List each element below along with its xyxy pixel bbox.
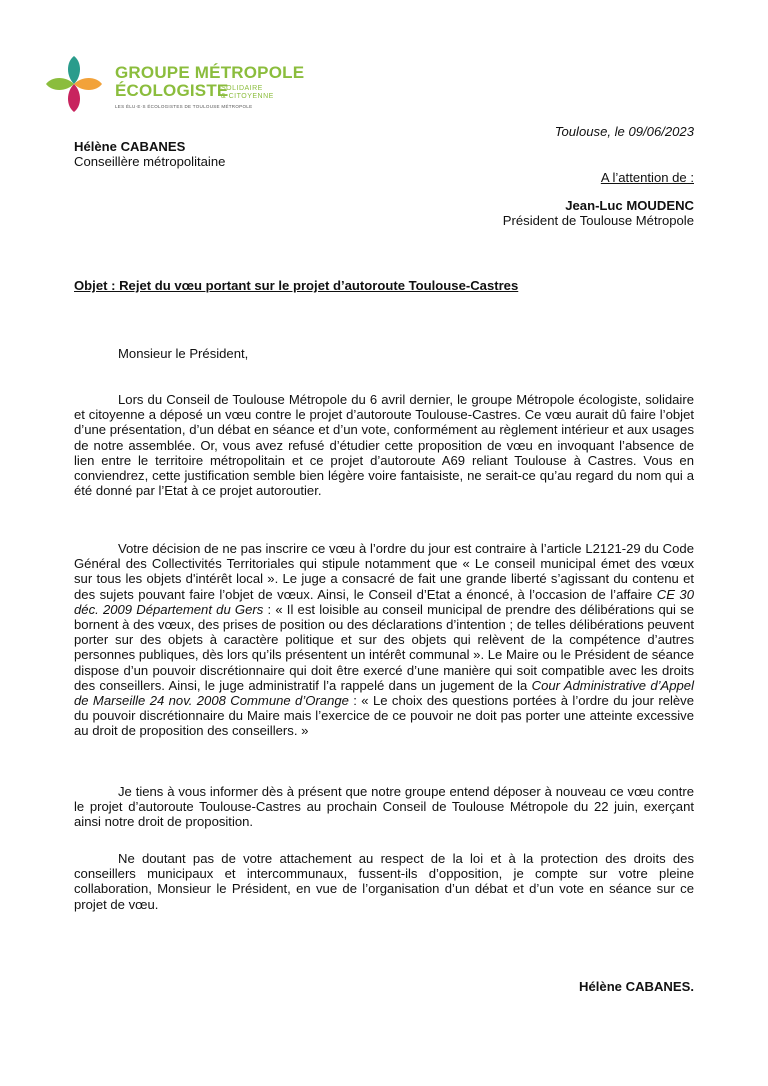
letter-subject: Objet : Rejet du vœu portant sur le projet d’autoroute Toulouse-Castres [74, 278, 519, 293]
logo-subtitle [221, 85, 274, 101]
salutation: Monsieur le Président, [118, 346, 249, 361]
body-paragraph-1: Lors du Conseil de Toulouse Métropole du 6 avril dernier, le groupe Métropole écologiste, solidaire et citoyenne a déposé un vœu contre le projet d’autoroute Toulouse-Castres. Ce vœu aurait dû faire l’objet d’une présentation, d’un débat en séance et d’un vote, conformément au règlement intérieur et aux usages de notre assemblée. Or, vous avez refusé d’étudier cette proposition de vœu en invoquant l’absence de lien entre le territoire métropolitain et ce projet d’autoroute A69 reliant Toulouse à Castres. Vous en conviendrez, cette justification semble bien légère voire fantaisiste, ne serait-ce qu’au regard du nom qui a été donné par l’Etat à ce projet autoroutier. [74, 392, 694, 499]
paragraph-2-text-c: : « Il est loisible au conseil municipal de prendre des délibérations qui se bornent à des vœux, des prises de position ou des déclarations d’intention ; de telles délibérations peuvent porter sur des objets à caractère politique et sur des objets qui relèvent de la compétence d’autres personnes publiques, dès lors qu’ils présentent un intérêt communal ». Le Maire ou le Président de séance dispose d’un pouvoir discrétionnaire qui doit être exercé d’une manière qui soit compatible avec les droits des conseillers. Ainsi, le juge administratif l’a rappelé dans un jugement de la [74, 601, 694, 693]
sender-last-name: CABANES [120, 139, 186, 154]
logo-subtitle-line2: & CITOYENNE [221, 93, 274, 100]
recipient-role: Président de Toulouse Métropole [502, 213, 694, 228]
recipient-last-name: MOUDENC [626, 198, 694, 213]
attention-line: A l’attention de : [600, 170, 694, 185]
case-citation-caa-marseille: Cour Administrative d’Appel de Marseille 24 nov. 2008 Commune d’Orange [74, 677, 694, 709]
case-citation-conseil-etat: CE 30 déc. 2009 Département du Gers [74, 586, 694, 617]
body-paragraph-4: Ne doutant pas de votre attachement au respect de la loi et à la protection des droits des conseillers municipaux et intercommunaux, fussent-ils d’opposition, je compte sur votre pleine collaboration, Monsieur le Président, en vue de l’organisation d’un débat et d’un vote en séance sur ce projet de vœu. [74, 851, 694, 912]
logo-tagline: LES ÉLU·E·S ÉCOLOGISTES DE TOULOUSE MÉTROPOLE [115, 104, 253, 109]
group-logo [44, 54, 324, 116]
logo-title-line1: GROUPE MÉTROPOLE [115, 63, 305, 82]
recipient-first-name: Jean-Luc [565, 198, 627, 213]
sender-role: Conseillère métropolitaine [74, 154, 226, 169]
logo-title-line2: ÉCOLOGISTE [115, 81, 229, 100]
date-line: Toulouse, le 09/06/2023 [554, 124, 694, 139]
sender-name [74, 139, 185, 154]
sender-first-name: Hélène [74, 139, 121, 154]
signature: Hélène CABANES. [579, 979, 694, 994]
paragraph-2-text-e: : « Le choix des questions portées à l’ordre du jour relève du pouvoir discrétionnaire du Maire mais l’exercice de ce pouvoir ne doit pas porter une atteinte excessive au droit de proposition des conseillers. » [74, 693, 694, 739]
body-paragraph-3: Je tiens à vous informer dès à présent que notre groupe entend déposer à nouveau ce vœu contre le projet d’autoroute Toulouse-Castres au prochain Conseil de Toulouse Métropole du 22 juin, exerçant ainsi notre droit de proposition. [74, 784, 694, 830]
body-paragraph-2 [74, 541, 694, 739]
recipient-name [565, 198, 694, 213]
flower-logo-icon [44, 54, 104, 114]
logo-subtitle-line1: SOLIDAIRE [221, 85, 263, 92]
paragraph-2-text-a: Votre décision de ne pas inscrire ce vœu à l’ordre du jour est contraire à l’article L2121-29 du Code Général des Collectivités Territoriales qui stipule notamment que « Le conseil municipal émet des vœux sur tous les objets d'intérêt local ». Le juge a consacré de fait une grande liberté s’agissant du contenu et des sujets pouvant faire l’objet de vœux. Ainsi, le Conseil d’Etat a énoncé, à l’occasion de l’affaire [74, 541, 694, 602]
